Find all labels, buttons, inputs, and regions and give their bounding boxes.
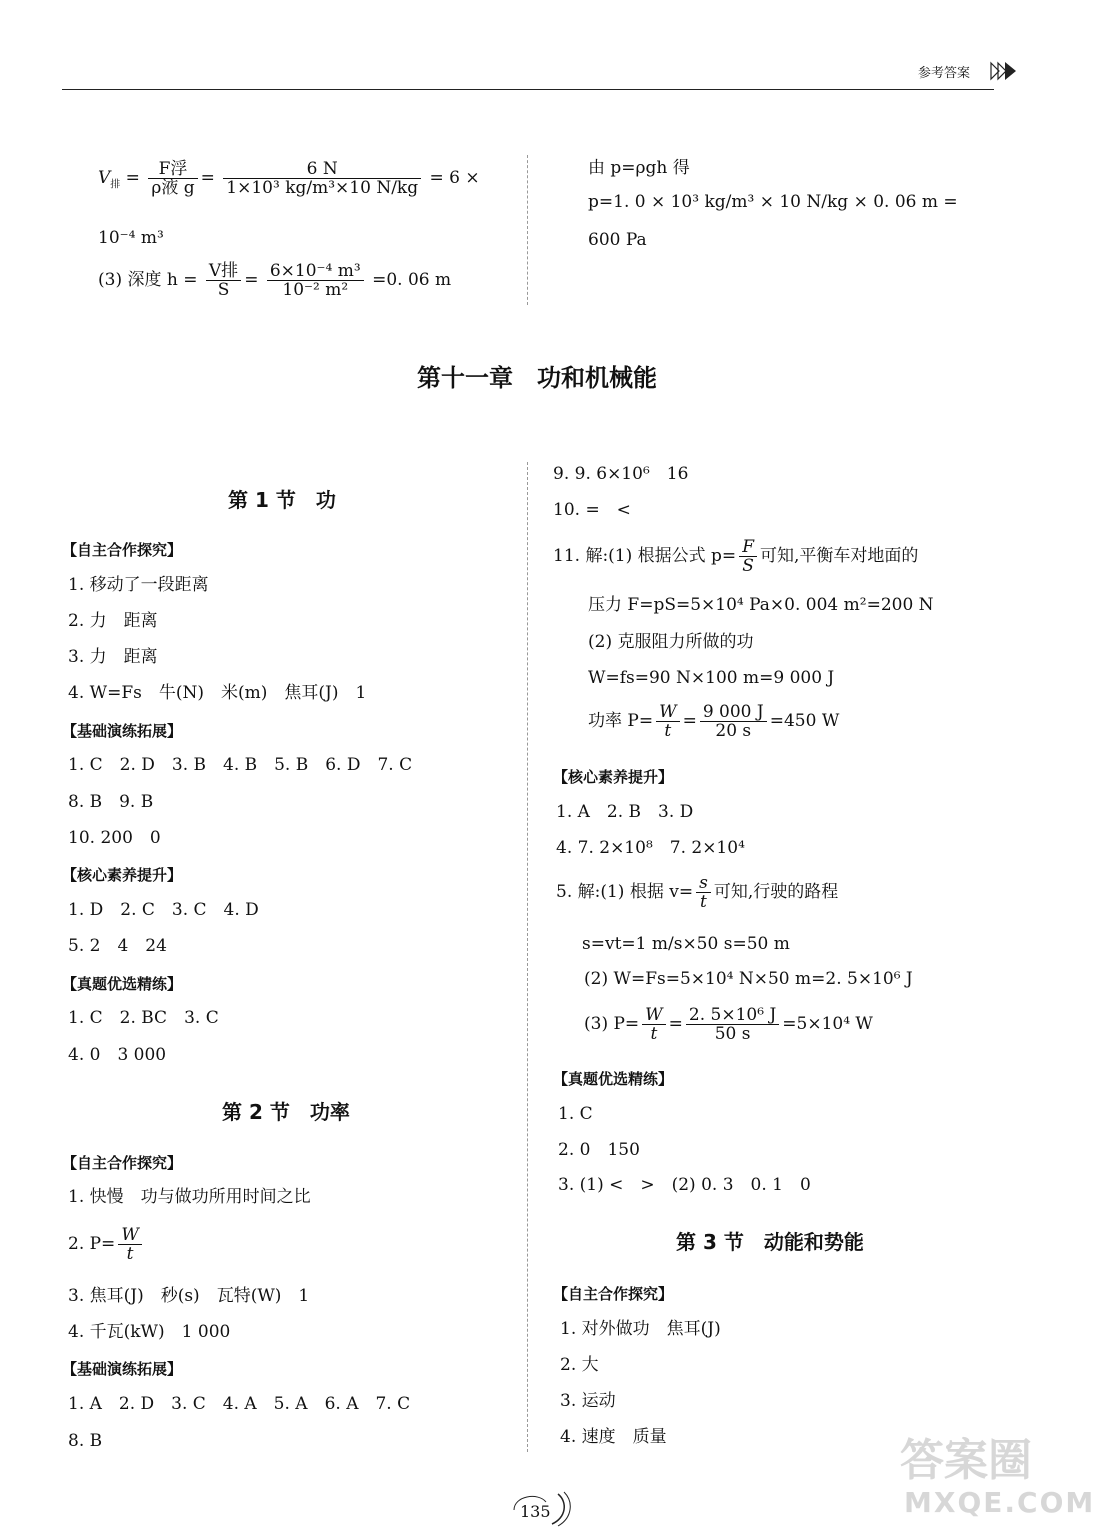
answer-line: s=vt=1 m/s×50 s=50 m [582,934,790,954]
answer-line: 2. 大 [560,1355,599,1375]
section-heading: 【自主合作探究】 [553,1285,674,1303]
answer-line: 1. C 2. D 3. B 4. B 5. B 6. D 7. C [68,755,413,775]
answer-line: 5. 解:(1) 根据 v= $\frac{s}{t}$ 可知,行驶的路程 [556,873,839,912]
answer-line: 4. 7. 2×10⁸ 7. 2×10⁴ [556,838,745,858]
fraction: $\frac{s}{t}$ [696,874,711,911]
answer-line: 10. 200 0 [68,828,161,848]
fraction: $\frac{F}{S}$ [739,538,757,575]
answer-line: 3. 力 距离 [68,647,158,667]
section-heading: 【核心素养提升】 [553,768,674,786]
fraction: $\frac{W}{t}$ [118,1226,141,1263]
pressure-line-1: 由 p=ρgh 得 [588,158,690,178]
formula-v-result: 10⁻⁴ m³ [98,228,164,248]
section-heading: 【真题优选精练】 [62,975,183,993]
answer-line: 功率 P= $\frac{W}{t}$ = $\frac{9 000 J}{20 s}$ =450 W [588,702,840,741]
answer-line: 2. 0 150 [558,1140,640,1160]
fraction: $\frac{\text{F浮}}{\text{ρ液 g}}$ [148,160,197,197]
section-heading: 【真题优选精练】 [553,1070,674,1088]
play-icon [990,60,1020,86]
answer-line: 3. (1) < > (2) 0. 3 0. 1 0 [558,1175,811,1195]
fraction: $\frac{\text{6×10⁻⁴ m³}}{\text{10⁻² m²}}$ [267,262,364,299]
answer-line: 8. B [68,1431,103,1451]
page-number: 135 [520,1502,551,1521]
answer-line: 11. 解:(1) 根据公式 p= $\frac{F}{S}$ 可知,平衡车对地面的 [553,537,919,576]
section-heading: 【自主合作探究】 [62,1154,183,1172]
fraction: $\frac{W}{t}$ [642,1006,665,1043]
answer-line: 4. 0 3 000 [68,1045,167,1065]
answer-line: 1. D 2. C 3. C 4. D [68,900,259,920]
header-rule [62,89,994,90]
watermark-url: MXQE.COM [904,1486,1095,1519]
pressure-line-3: 600 Pa [588,230,647,250]
answer-line: W=fs=90 N×100 m=9 000 J [588,668,835,688]
answer-line: 1. A 2. D 3. C 4. A 5. A 6. A 7. C [68,1394,411,1414]
answer-line: 1. 移动了一段距离 [68,575,209,595]
answer-line: 1. 快慢 功与做功所用时间之比 [68,1187,311,1207]
answer-line: 9. 9. 6×10⁶ 16 [553,464,689,484]
answer-line: 2. P= $\frac{W}{t}$ [68,1226,145,1263]
answer-line: 5. 2 4 24 [68,936,167,956]
answer-line: (2) W=Fs=5×10⁴ N×50 m=2. 5×10⁶ J [584,969,913,989]
top-divider [527,155,528,305]
fraction: $\frac{6 N}{\text{1×10³ kg/m³×10 N/kg}}$ [223,160,421,197]
answer-line: 8. B 9. B [68,792,154,812]
answer-line: 1. C 2. BC 3. C [68,1008,219,1028]
section-heading: 【基础演练拓展】 [62,1360,183,1378]
answer-line: 10. = < [553,500,631,520]
answer-line: 4. W=Fs 牛(N) 米(m) 焦耳(J) 1 [68,683,367,703]
answer-line: (3) P= $\frac{W}{t}$ = $\frac{\text{2. 5×10⁶ J}}{50 s}$ =5×10⁴ W [584,1005,873,1044]
section-heading: 【基础演练拓展】 [62,722,183,740]
section-1-title: 第 1 节 功 [228,488,336,512]
section-2-title: 第 2 节 功率 [222,1100,350,1124]
formula-v-displaced: $V_排$ = $\frac{\text{F浮}}{\text{ρ液 g}}$ = $\frac{6 N}{\text{1×10³ kg/m³×10 N/kg}}$ = 6 × [98,159,480,198]
fraction: $\frac{\text{2. 5×10⁶ J}}{50 s}$ [686,1006,779,1043]
section-heading: 【核心素养提升】 [62,866,183,884]
watermark-text: 答案圈 [900,1435,1032,1486]
answer-line: 3. 运动 [560,1391,616,1411]
section-heading: 【自主合作探究】 [62,541,183,559]
answer-line: 4. 千瓦(kW) 1 000 [68,1322,231,1342]
answer-line: 压力 F=pS=5×10⁴ Pa×0. 004 m²=200 N [588,595,934,615]
section-3-title: 第 3 节 动能和势能 [676,1230,864,1254]
answer-line: 3. 焦耳(J) 秒(s) 瓦特(W) 1 [68,1286,310,1306]
answer-line: 1. A 2. B 3. D [556,802,694,822]
header-label: 参考答案 [918,66,971,81]
answer-line: 1. C [558,1104,593,1124]
column-divider [527,462,528,1452]
formula-depth: (3) 深度 h = $\frac{\text{V排}}{S}$ = $\frac{\text{6×10⁻⁴ m³}}{\text{10⁻² m²}}$ =0. 06 m [98,261,452,300]
fraction: $\frac{9 000 J}{20 s}$ [700,703,767,740]
pressure-line-2: p=1. 0 × 10³ kg/m³ × 10 N/kg × 0. 06 m = [588,192,958,212]
answer-line: (2) 克服阻力所做的功 [588,632,754,652]
answer-line: 2. 力 距离 [68,611,158,631]
fraction: $\frac{\text{V排}}{S}$ [206,262,241,299]
answer-line: 4. 速度 质量 [560,1427,667,1447]
answer-line: 1. 对外做功 焦耳(J) [560,1319,721,1339]
chapter-title: 第十一章 功和机械能 [417,364,657,392]
fraction: $\frac{W}{t}$ [656,703,679,740]
